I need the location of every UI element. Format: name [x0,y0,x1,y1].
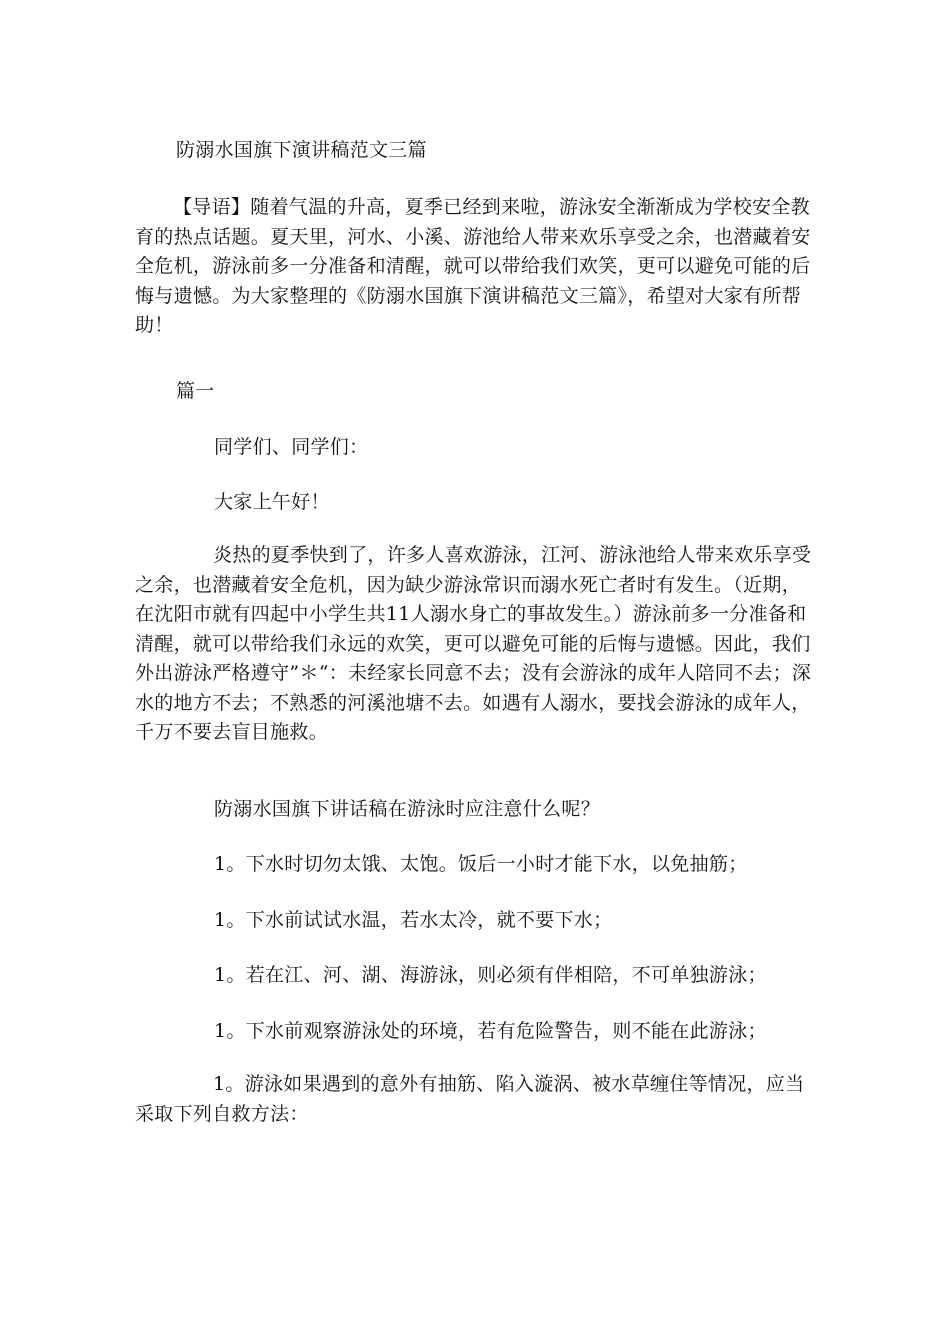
rule-item: 1。下水前观察游泳处的环境，若有危险警告，则不能在此游泳； [214,1020,767,1042]
question-line: 防溺水国旗下讲话稿在游泳时应注意什么呢？ [214,798,601,820]
rule-item: 1。若在江、河、湖、海游泳，则必须有伴相陪，不可单独游泳； [214,964,767,986]
rule-item: 1。下水时切勿太饿、太饱。饭后一小时才能下水，以免抽筋； [214,853,748,875]
intro-paragraph: 【导语】随着气温的升高，夏季已经到来啦，游泳安全渐渐成为学校安全教育的热点话题。夏天里，河水、小溪、游池给人带来欢乐享受之余，也潜藏着安全危机，游泳前多一分准备和清醒，就可以带给我们欢笑，更可以避免可能的后悔与遗憾。为大家整理的《防溺水国旗下演讲稿范文三篇》，希望对大家有所帮助！ [135,196,811,336]
section-heading: 篇一 [176,380,215,402]
rule-item: 1。下水前试试水温，若水太冷，就不要下水； [214,909,613,931]
rule-item: 1。游泳如果遇到的意外有抽筋、陷入漩涡、被水草缠住等情况，应当采取下列自救方法： [135,1073,805,1125]
document-title: 防溺水国旗下演讲稿范文三篇 [176,139,427,161]
greeting: 大家上午好！ [214,491,330,513]
salutation: 同学们、同学们： [214,436,369,458]
body-paragraph: 炎热的夏季快到了，许多人喜欢游泳，江河、游泳池给人带来欢乐享受之余，也潜藏着安全危机，因为缺少游泳常识而溺水死亡者时有发生。（近期，在沈阳市就有四起中小学生共11人溺水身亡的事故发生。）游泳前多一分准备和清醒，就可以带给我们永远的欢笑，更可以避免可能的后悔与遗憾。因此，我们外出游泳严格遵守”＊“：未经家长同意不去；没有会游泳的成年人陪同不去；深水的地方不去；不熟悉的河溪池塘不去。如遇有人溺水，要找会游泳的成年人，千万不要去盲目施救。 [135,544,812,743]
